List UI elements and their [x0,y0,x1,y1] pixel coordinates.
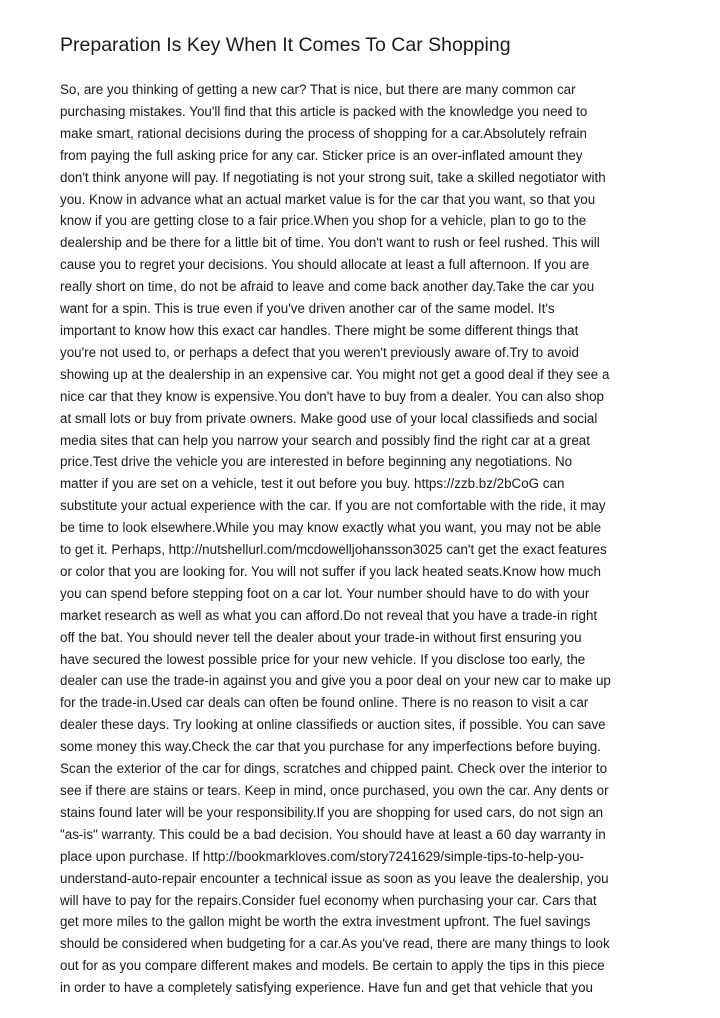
body-line: should be considered when budgeting for a car.As you've read, there are many things to look [60,936,610,952]
document-body [60,79,680,999]
body-line: or color that you are looking for. You will not suffer if you lack heated seats.Know how much [60,563,601,579]
body-line: place upon purchase. If http://bookmarkloves.com/story7241629/simple-tips-to-help-you- [60,848,584,864]
body-line: So, are you thinking of getting a new car? That is nice, but there are many common car [60,82,576,97]
body-line: important to know how this exact car handles. There might be some different things that [60,322,579,338]
body-line: cause you to regret your decisions. You should allocate at least a full afternoon. If you are [60,257,590,273]
body-line: some money this way.Check the car that you purchase for any imperfections before buying. [60,739,601,755]
body-line: don't think anyone will pay. If negotiating is not your strong suit, take a skilled negotiator with [60,169,606,185]
body-line: Scan the exterior of the car for dings, scratches and chipped paint. Check over the interior to [60,761,608,777]
body-line: market research as well as what you can afford.Do not reveal that you have a trade-in right [60,607,598,623]
body-line: know if you are getting close to a fair price.When you shop for a vehicle, plan to go to the [60,213,587,229]
body-line: off the bat. You should never tell the dealer about your trade-in without first ensuring you [60,629,582,645]
body-line: substitute your actual experience with the car. If you are not comfortable with the ride, it may [60,498,606,514]
body-line: you can spend before stepping foot on a car lot. Your number should have to do with your [60,585,590,601]
body-line: nice car that they know is expensive.You don't have to buy from a dealer. You can also shop [60,388,604,404]
body-line: from paying the full asking price for any car. Sticker price is an over-inflated amount they [60,147,583,163]
body-line: out for as you compare different makes and models. Be certain to apply the tips in this piece [60,958,605,974]
body-line: understand-auto-repair encounter a technical issue as soon as you leave the dealership, you [60,870,609,886]
body-line: showing up at the dealership in an expensive car. You might not get a good deal if they see a [60,366,610,382]
body-line: will have to pay for the repairs.Consider fuel economy when purchasing your car. Cars that [60,892,597,908]
body-line: want for a spin. This is true even if you've driven another car of the same model. It's [60,301,555,317]
body-line: dealer can use the trade-in against you and give you a poor deal on your new car to make up [60,673,611,689]
body-line: matter if you are set on a vehicle, test it out before you buy. https://zzb.bz/2bCoG can [60,476,565,492]
body-line: get more miles to the gallon might be worth the extra investment upfront. The fuel savings [60,914,591,930]
body-line: price.Test drive the vehicle you are interested in before beginning any negotiations. No [60,454,573,470]
body-line: you. Know in advance what an actual market value is for the car that you want, so that you [60,191,596,207]
body-line: see if there are stains or tears. Keep in mind, once purchased, you own the car. Any dents or [60,783,609,798]
body-line: dealer these days. Try looking at online classifieds or auction sites, if possible. You can save [60,717,606,733]
body-line: have secured the lowest possible price for your new vehicle. If you disclose too early, the [60,651,586,667]
body-line: purchasing mistakes. You'll find that this article is packed with the knowledge you need to [60,103,588,119]
body-line: be time to look elsewhere.While you may know exactly what you want, you may not be able [60,520,602,536]
body-line: stains found later will be your responsibility.If you are shopping for used cars, do not sign an [60,804,604,820]
body-line: in order to have a completely satisfying experience. Have fun and get that vehicle that you [60,980,593,996]
body-line: at small lots or buy from private owners. Make good use of your local classifieds and social [60,410,598,426]
body-line: for the trade-in.Used car deals can often be found online. There is no reason to visit a car [60,695,589,711]
body-line: to get it. Perhaps, http://nutshellurl.com/mcdowelljohansson3025 can't get the exact features [60,542,607,558]
body-line: you're not used to, or perhaps a defect that you weren't previously aware of.Try to avoid [60,344,579,360]
body-line: really short on time, do not be afraid to leave and come back another day.Take the car you [60,279,595,295]
body-line: dealership and be there for a little bit of time. You don't want to rush or feel rushed. This will [60,235,600,251]
body-line: "as-is" warranty. This could be a bad decision. You should have at least a 60 day warranty in [60,826,606,842]
body-line: media sites that can help you narrow your search and possibly find the right car at a great [60,432,590,448]
body-line: make smart, rational decisions during the process of shopping for a car.Absolutely refrain [60,125,587,141]
document-title: Preparation Is Key When It Comes To Car Shopping [60,34,511,56]
